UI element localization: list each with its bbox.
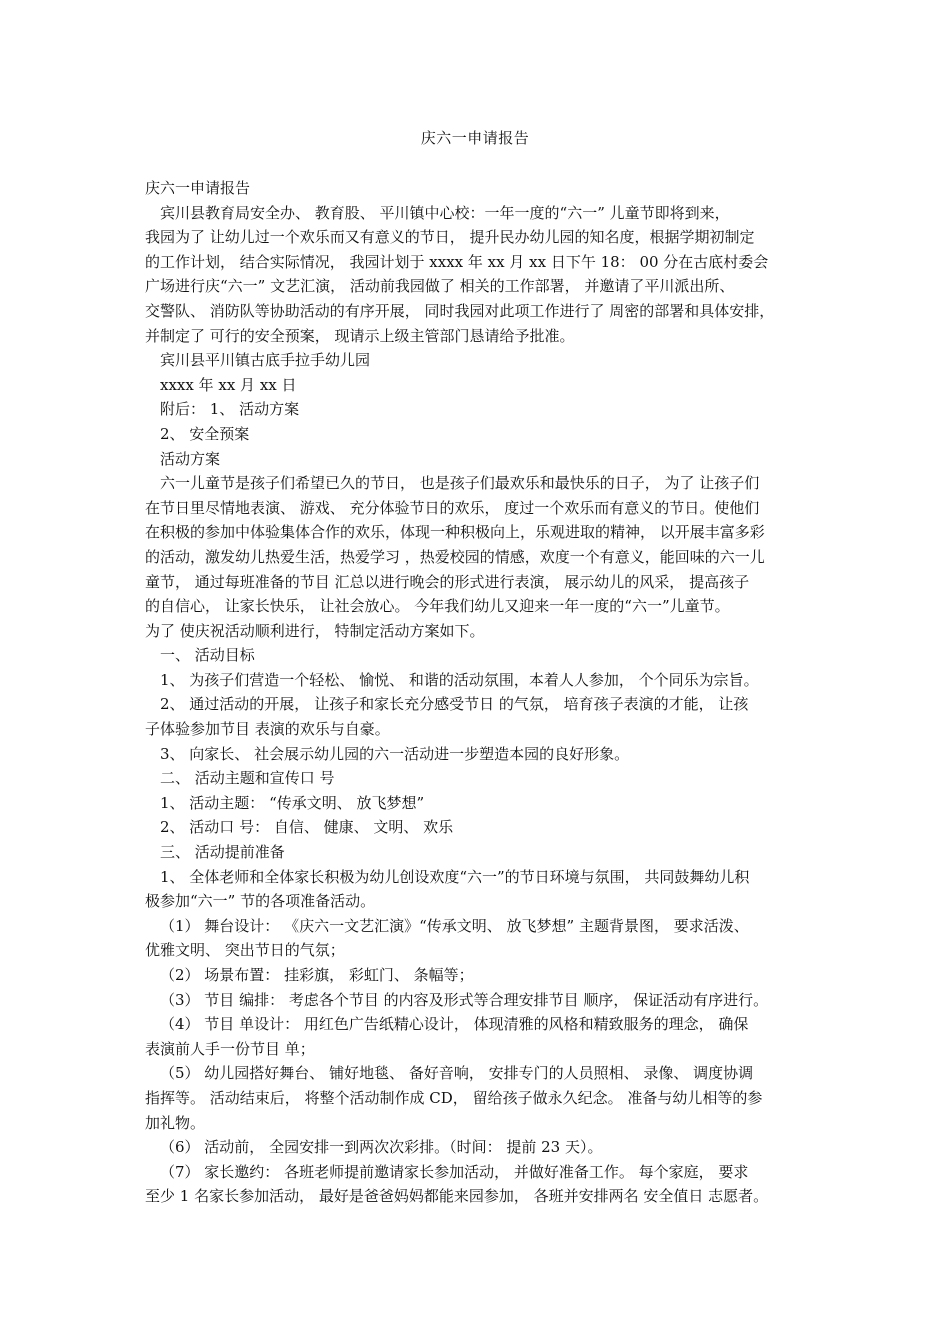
text-line: 为了 使庆祝活动顺利进行， 特制定活动方案如下。 — [145, 621, 485, 640]
text-line: （5） 幼儿园搭好舞台、 铺好地毯、 备好音响， 安排专门的人员照相、 录像、 调度协调 — [160, 1064, 754, 1083]
text-line: 指挥等。 活动结束后， 将整个活动制作成 CD， 留给孩子做永久纪念。 准备与幼儿相等的参 — [145, 1088, 763, 1107]
text-line: 至少 1 名家长参加活动， 最好是爸爸妈妈都能来园参加， 各班并安排两名 安全值日 志愿者。 — [145, 1187, 769, 1206]
text-line: 优雅文明、 突出节日的气氛； — [145, 941, 345, 960]
document-title: 庆六一申请报告 — [420, 129, 530, 147]
text-line: 宾川县教育局安全办、 教育股、 平川镇中心校：一年一度的“六一” 儿童节即将到来， — [160, 203, 730, 222]
text-line: 我园为了 让幼儿过一个欢乐而又有意义的节日， 提升民办幼儿园的知名度，根据学期初制定 — [145, 228, 755, 247]
text-line: 广场进行庆“六一” 文艺汇演， 活动前我园做了 相关的工作部署， 并邀请了平川派出所、 — [145, 277, 735, 296]
text-line: 二、 活动主题和宣传口 号 — [160, 769, 335, 788]
text-line: 极参加“六一” 节的各项准备活动。 — [145, 892, 376, 911]
text-line: 2、 活动口 号： 自信、 健康、 文明、 欢乐 — [160, 818, 454, 837]
text-line: 交警队、 消防队等协助活动的有序开展， 同时我园对此项工作进行了 周密的部署和具体安排， — [145, 301, 775, 320]
text-line: 宾川县平川镇古底手拉手幼儿园 — [160, 351, 371, 370]
text-line: 的活动，激发幼儿热爱生活，热爱学习 ，热爱校园的情感，欢度一个有意义，能回味的六一儿 — [145, 547, 765, 566]
document-body — [145, 176, 825, 1209]
text-line: 并制定了 可行的安全预案， 现请示上级主管部门恳请给予批准。 — [145, 326, 575, 345]
text-line: 2、 安全预案 — [160, 424, 250, 443]
text-line: 1、 活动主题： “传承文明、 放飞梦想” — [160, 793, 425, 812]
text-line: 2、 通过活动的开展， 让孩子和家长充分感受节日 的气氛， 培育孩子表演的才能， 让孩 — [160, 695, 749, 714]
text-line: 童节， 通过每班准备的节目 汇总以进行晚会的形式进行表演， 展示幼儿的风采， 提高孩子 — [145, 572, 750, 591]
text-line: 1、 全体老师和全体家长积极为幼儿创设欢度“六一”的节日环境与氛围， 共同鼓舞幼儿积 — [160, 867, 750, 886]
text-line: 一、 活动目标 — [160, 646, 255, 665]
text-line: 3、 向家长、 社会展示幼儿园的六一活动进一步塑造本园的良好形象。 — [160, 744, 630, 763]
text-line: xxxx 年 xx 月 xx 日 — [160, 375, 297, 394]
text-line: 1、 为孩子们营造一个轻松、 愉悦、 和谐的活动氛围，本着人人参加， 个个同乐为宗旨。 — [160, 670, 759, 689]
text-line: 三、 活动提前准备 — [160, 843, 285, 862]
text-line: （1） 舞台设计： 《庆六一文艺汇演》“传承文明、 放飞梦想” 主题背景图， 要求活泼、 — [160, 916, 749, 935]
text-line: 六一儿童节是孩子们希望已久的节日， 也是孩子们最欢乐和最快乐的日子， 为了 让孩子们 — [160, 474, 760, 493]
text-line: 在节日里尽情地表演、 游戏、 充分体验节日的欢乐， 度过一个欢乐而有意义的节日。使他们 — [145, 498, 760, 517]
text-line: 的自信心， 让家长快乐， 让社会放心。 今年我们幼儿又迎来一年一度的“六一”儿童节。 — [145, 597, 730, 616]
text-line: 表演前人手一份节目 单； — [145, 1039, 315, 1058]
text-line: 的工作计划， 结合实际情况， 我园计划于 xxxx 年 xx 月 xx 日下午 18： 00 分在古底村委会 — [145, 252, 769, 271]
text-line: 附后： 1、 活动方案 — [160, 400, 300, 419]
text-line: （2） 场景布置： 挂彩旗， 彩虹门、 条幅等； — [160, 966, 474, 984]
text-line: （6） 活动前， 全园安排一到两次次彩排。（时间： 提前 23 天）。 — [160, 1138, 603, 1157]
text-line: （4） 节目 单设计： 用红色广告纸精心设计， 体现清雅的风格和精致服务的理念， 确保 — [160, 1015, 749, 1034]
text-line: 子体验参加节目 表演的欢乐与自豪。 — [145, 720, 390, 739]
text-line: 庆六一申请报告 — [145, 179, 251, 197]
text-line: 加礼物。 — [145, 1113, 206, 1132]
text-line: 活动方案 — [160, 449, 221, 468]
text-line: （3） 节目 编排： 考虑各个节目 的内容及形式等合理安排节目 顺序， 保证活动有序进行。 — [160, 990, 769, 1009]
text-line: （7） 家长邀约： 各班老师提前邀请家长参加活动， 并做好准备工作。 每个家庭， 要求 — [160, 1162, 749, 1181]
text-line: 在积极的参加中体验集体合作的欢乐，体现一种积极向上，乐观进取的精神， 以开展丰富多彩 — [145, 523, 765, 542]
